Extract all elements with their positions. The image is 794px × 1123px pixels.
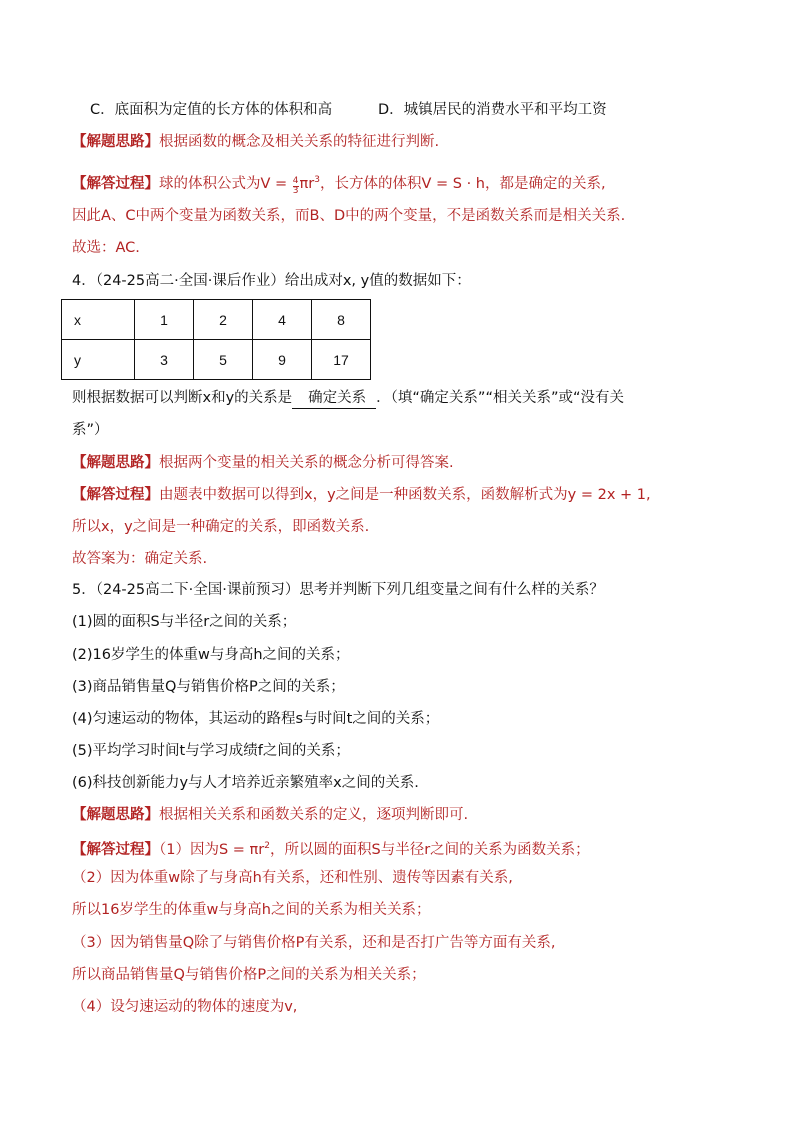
fill-prefix: 则根据数据可以判断x和y的关系是 [72, 390, 293, 406]
q5-g3a: （3）因为销售量Q除了与销售价格P有关系，还和是否打广告等方面有关系, [72, 935, 556, 951]
table-cell: y [62, 340, 135, 380]
table-cell: 1 [135, 300, 194, 340]
q4-line2: 所以x，y之间是一种确定的关系，即函数关系. [72, 519, 370, 535]
q4-guocheng [72, 485, 651, 505]
q5-item-4: (4)匀速运动的物体，其运动的路程s与时间t之间的关系； [72, 711, 440, 727]
q4-fill [72, 388, 624, 409]
q4-stem: 4．（24-25高二·全国·课后作业）给出成对x, y值的数据如下： [72, 273, 471, 289]
guocheng-a: 球的体积公式为V = [159, 176, 292, 192]
fraction-4-3 [293, 177, 299, 196]
q3-siwei [72, 132, 439, 152]
guocheng-tag: 【解答过程】 [72, 487, 159, 503]
siwei-tag: 【解题思路】 [72, 807, 159, 823]
q5-g2b: 所以16岁学生的体重w与身高h之间的关系为相关关系； [72, 902, 431, 918]
option-d: D．城镇居民的消费水平和平均工资 [378, 102, 607, 118]
siwei-text: 根据函数的概念及相关关系的特征进行判断. [159, 134, 440, 150]
q5-g2a: （2）因为体重w除了与身高h有关系，还和性别、遗传等因素有关系, [72, 870, 513, 886]
table-cell: 4 [253, 300, 312, 340]
q5-g3b: 所以商品销售量Q与销售价格P之间的关系为相关关系； [72, 967, 426, 983]
q5-item-5: (5)平均学习时间t与学习成绩f之间的关系； [72, 743, 350, 759]
table-cell: 9 [253, 340, 312, 380]
g1b: ，所以圆的面积S与半径r之间的关系为函数关系； [269, 842, 590, 858]
guocheng-b: πr [299, 176, 315, 192]
exponent: 2 [264, 841, 270, 851]
frac-den: 3 [292, 186, 299, 196]
q5-siwei [72, 805, 468, 825]
guocheng-tag: 【解答过程】 [72, 176, 159, 192]
q4-answer: 故答案为：确定关系. [72, 551, 208, 567]
table-row [62, 340, 371, 380]
g1a: （1）因为S = πr [159, 842, 265, 858]
table-cell: 8 [312, 300, 371, 340]
q3-answer: 故选：AC. [72, 240, 140, 256]
q5-item-2: (2)16岁学生的体重w与身高h之间的关系； [72, 647, 350, 663]
q5-stem: 5．（24-25高二下·全国·课前预习）思考并判断下列几组变量之间有什么样的关系？ [72, 582, 604, 598]
table-cell: 3 [135, 340, 194, 380]
exponent: 3 [314, 175, 320, 185]
fill-suffix: ．（填“确定关系”“相关关系”或“没有关 [376, 390, 624, 406]
siwei-tag: 【解题思路】 [72, 134, 159, 150]
fill-answer: 确定关系 [292, 388, 376, 409]
q5-item-6: (6)科技创新能力y与人才培养近亲繁殖率x之间的关系. [72, 775, 419, 791]
frac-num: 4 [292, 176, 299, 186]
q5-guocheng-1 [72, 836, 590, 860]
siwei-text: 根据两个变量的相关关系的概念分析可得答案. [159, 455, 454, 471]
guocheng-text: 由题表中数据可以得到x，y之间是一种函数关系，函数解析式为y = 2x + 1, [159, 487, 651, 503]
q4-siwei [72, 453, 454, 473]
table-cell: 2 [194, 300, 253, 340]
siwei-text: 根据相关关系和函数关系的定义，逐项判断即可. [159, 807, 469, 823]
q3-guocheng [72, 170, 606, 196]
guocheng-tag: 【解答过程】 [72, 842, 159, 858]
table-cell: x [62, 300, 135, 340]
q4-fill-wrap: 系”） [72, 422, 109, 438]
table-cell: 5 [194, 340, 253, 380]
q5-g4a: （4）设匀速运动的物体的速度为v, [72, 999, 298, 1015]
q5-item-1: (1)圆的面积S与半径r之间的关系； [72, 614, 297, 630]
data-table [61, 299, 371, 380]
option-c: C．底面积为定值的长方体的体积和高 [90, 102, 333, 118]
table-cell: 17 [312, 340, 371, 380]
siwei-tag: 【解题思路】 [72, 455, 159, 471]
table-row [62, 300, 371, 340]
q5-item-3: (3)商品销售量Q与销售价格P之间的关系； [72, 679, 345, 695]
q3-line2: 因此A、C中两个变量为函数关系，而B、D中的两个变量，不是函数关系而是相关关系. [72, 208, 626, 224]
guocheng-c: ，长方体的体积V = S · h，都是确定的关系, [319, 176, 606, 192]
